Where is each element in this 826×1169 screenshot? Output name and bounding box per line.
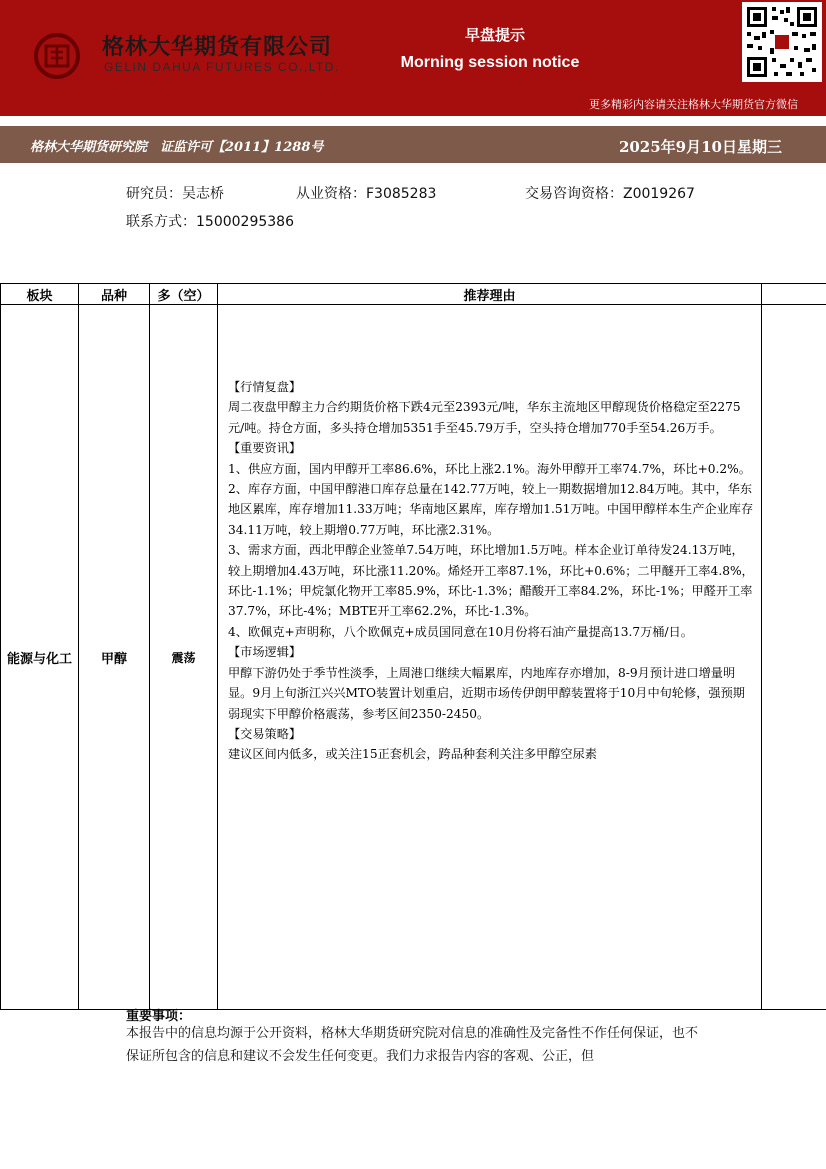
cell-sector: 能源与化工 [1, 305, 79, 1010]
header-empty [762, 284, 826, 305]
reason-paragraph: 【行情复盘】 [228, 380, 302, 394]
reason-paragraph: 4、欧佩克+声明称，八个欧佩克+成员国同意在10月份将石油产量提高13.7万桶/日。 [228, 624, 693, 639]
table-row [1, 305, 826, 1010]
cell-empty [762, 305, 826, 1010]
recommendation-table [0, 283, 826, 1010]
table-header-row [1, 284, 826, 305]
report-title-en: Morning session notice [400, 54, 580, 71]
practice-qualification: 从业资格：F3085283 [296, 186, 437, 202]
qr-code-icon [742, 2, 822, 82]
cell-product: 甲醇 [79, 305, 150, 1010]
reason-paragraph: 【市场逻辑】 [228, 645, 302, 660]
report-title-cn: 早盘提示 [464, 26, 525, 44]
reason-paragraph: 甲醇下游仍处于季节性淡季，上周港口继续大幅累库，内地库存亦增加，8-9月预计进口增量明显。9月上旬浙江兴兴MTO装置计划重启，近期市场传伊朗甲醇装置将于10月中旬轮修，强预期弱现实下甲醇价格震荡，参考区间2350-2450。 [228, 665, 745, 721]
notes-body: 本报告中的信息均源于公开资料，格林大华期货研究院对信息的准确性及完备性不作任何保证，也不保证所包含的信息和建议不会发生任何变更。我们力求报告内容的客观、公正，但 [126, 1026, 699, 1064]
reason-paragraph: 【交易策略】 [228, 726, 302, 741]
company-name-cn: 格林大华期货有限公司 [102, 34, 333, 60]
header-product: 品种 [79, 284, 150, 305]
cell-reason [218, 305, 762, 1010]
reason-paragraph: 建议区间内低多，或关注15正套机会，跨品种套利关注多甲醇空尿素 [228, 747, 597, 762]
report-date: 2025年9月10日星期三 [618, 138, 782, 156]
notes-heading: 重要事项： [126, 1009, 192, 1024]
follow-text: 更多精彩内容请关注格林大华期货官方微信 [589, 98, 798, 111]
reason-paragraph: 1、供应方面，国内甲醇开工率86.6%，环比上涨2.1%。海外甲醇开工率74.7%，环比+0.2%。 [228, 461, 751, 476]
reason-paragraph: 3、需求方面，西北甲醇企业签单7.54万吨，环比增加1.5万吨。样本企业订单待发24.13万吨，较上期增加4.43万吨，环比涨11.20%。烯烃开工率87.1%，环比+0.6%；二甲醚开工率4.8%，环比-1.1%；甲烷氯化物开工率85.9%，环比-1.3%；醋酸开工率84.2%，环比-1%；甲醛开工率37.7%，环比-4%；MBTE开工率62.2%，环比-1.3%。 [228, 543, 754, 619]
consult-qualification: 交易咨询资格：Z0019267 [525, 186, 695, 202]
contact-info: 联系方式：15000295386 [126, 214, 294, 230]
header-direction: 多（空） [150, 284, 218, 305]
header-reason: 推荐理由 [218, 284, 762, 305]
company-logo-icon [34, 33, 80, 79]
researcher-name: 研究员：吴志桥 [126, 186, 224, 202]
reason-paragraph: 【重要资讯】 [228, 441, 302, 456]
reason-paragraph: 周二夜盘甲醇主力合约期货价格下跌4元至2393元/吨，华东主流地区甲醇现货价格稳定至2275元/吨。持仓方面，多头持仓增加5351手至45.79万手，空头持仓增加770手至54.26万手。 [228, 400, 741, 435]
company-name-en: GELIN DAHUA FUTURES CO.,LTD. [104, 60, 340, 74]
cell-direction: 震荡 [150, 305, 218, 1010]
reason-paragraph: 2、库存方面，中国甲醇港口库存总量在142.77万吨，较上一期数据增加12.84万吨。其中，华东地区累库，库存增加11.33万吨；华南地区累库，库存增加1.51万吨。中国甲醇样本生产企业库存34.11万吨，较上期增0.77万吨，环比涨2.31%。 [228, 482, 754, 537]
header-sector: 板块 [1, 284, 79, 305]
institute-license: 格林大华期货研究院 证监许可【2011】1288号 [30, 140, 324, 155]
